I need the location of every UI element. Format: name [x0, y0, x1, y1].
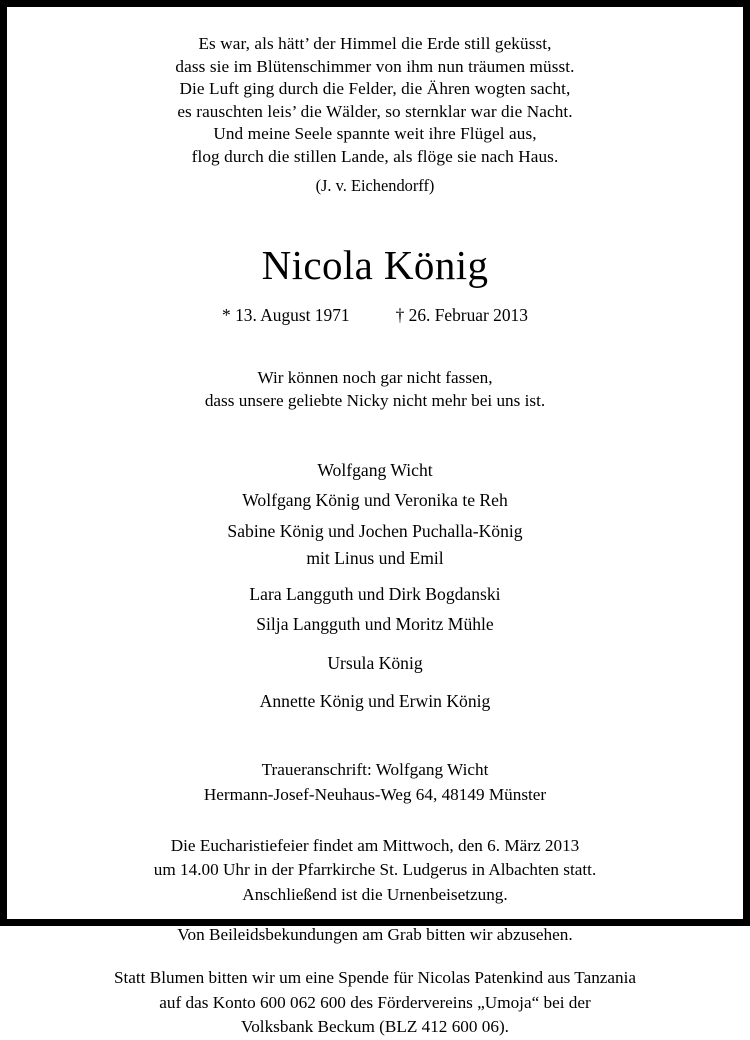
lament-line: Wir können noch gar nicht fassen,: [257, 367, 493, 387]
poem-line: es rauschten leis’ die Wälder, so sternklar war die Nacht.: [177, 101, 573, 121]
survivor-line: Wolfgang Wicht: [317, 459, 433, 480]
survivor-line: Lara Langguth und Dirk Bogdanski: [249, 583, 501, 604]
mourning-address-line: Hermann-Josef-Neuhaus-Weg 64, 48149 Münster: [203, 785, 547, 805]
service-detail-line: Die Eucharistiefeier findet am Mittwoch, den 6. März 2013: [170, 835, 580, 855]
life-dates: [45, 304, 705, 326]
poem-line: flog durch die stillen Lande, als flöge sie nach Haus.: [191, 146, 559, 166]
condolence-request-line: Von Beileidsbekundungen am Grab bitten wir abzusehen.: [177, 925, 573, 945]
survivor-line: Sabine König und Jochen Puchalla-König: [227, 520, 523, 541]
poem-line: Die Luft ging durch die Felder, die Ähren wogten sacht,: [179, 79, 571, 99]
poem-attribution: (J. v. Eichendorff): [315, 175, 435, 195]
survivors-block: [45, 455, 705, 717]
service-detail-line: um 14.00 Uhr in der Pfarrkirche St. Ludgerus in Albachten statt.: [153, 860, 597, 880]
survivor-line: Ursula König: [327, 652, 423, 673]
condolence-request-block: [45, 923, 705, 948]
service-detail-line: Anschließend ist die Urnenbeisetzung.: [242, 884, 508, 904]
survivor-line: Wolfgang König und Veronika te Reh: [242, 490, 508, 511]
death-date: † 26. Februar 2013: [395, 304, 528, 325]
poem-line: Es war, als hätt’ der Himmel die Erde still geküsst,: [198, 34, 552, 53]
mourning-address-line: Traueranschrift: Wolfgang Wicht: [261, 759, 489, 779]
donation-block: [45, 966, 705, 1040]
mourning-address-block: [45, 757, 705, 808]
lament-line: dass unsere geliebte Nicky nicht mehr bei uns ist.: [204, 391, 546, 411]
service-details-block: [45, 834, 705, 908]
survivor-line: Annette König und Erwin König: [259, 691, 491, 712]
lament-block: [45, 366, 705, 413]
poem-line: dass sie im Blütenschimmer von ihm nun träumen müsst.: [175, 56, 575, 76]
poem-block: [45, 33, 705, 169]
birth-date: * 13. August 1971: [222, 304, 350, 325]
deceased-name: Nicola König: [261, 241, 489, 288]
survivor-line: mit Linus und Emil: [306, 547, 444, 568]
survivor-line: Silja Langguth und Moritz Mühle: [256, 614, 494, 635]
donation-line: auf das Konto 600 062 600 des Fördervereins „Umoja“ bei der: [159, 992, 591, 1012]
notice-content: [7, 7, 743, 1037]
poem-line: Und meine Seele spannte weit ihre Flügel aus,: [213, 124, 537, 144]
donation-line: Statt Blumen bitten wir um eine Spende für Nicolas Patenkind aus Tanzania: [113, 967, 637, 987]
donation-line: Volksbank Beckum (BLZ 412 600 06).: [241, 1017, 509, 1037]
